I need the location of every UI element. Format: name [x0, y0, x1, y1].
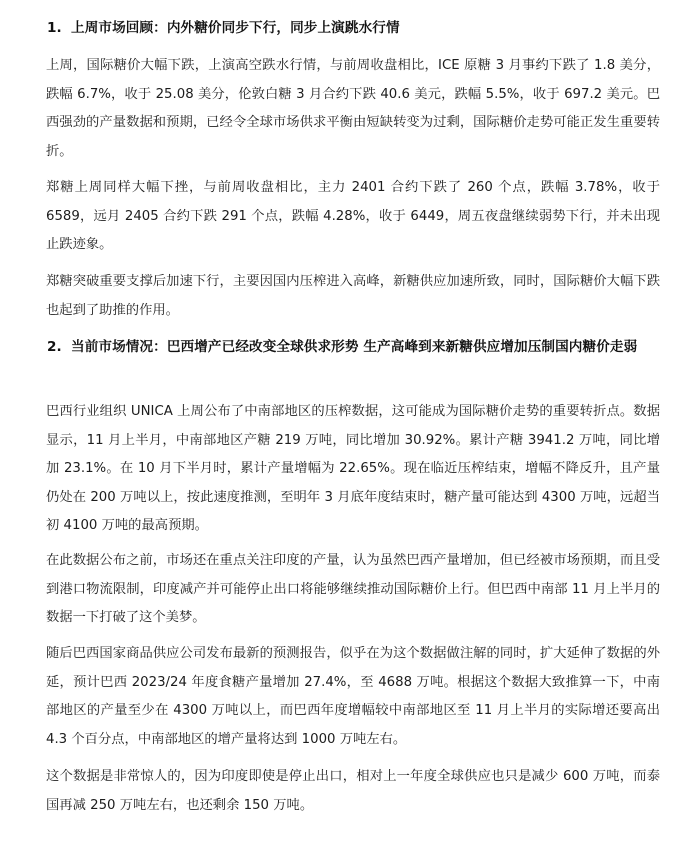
section-1-number: 1.: [47, 20, 62, 36]
paragraph-global-supply: 这个数据是非常惊人的，因为印度即使是停止出口，相对上一年度全球供应也只是减少 600 万吨，而泰国再减 250 万吨左右，也还剩余 150 万吨。: [46, 769, 660, 813]
section-1-heading: [47, 14, 672, 43]
paragraph-intl-sugar-review: 上周，国际糖价大幅下跌，上演高空跌水行情，与前周收盘相比，ICE 原糖 3 月事约下跌了 1.8 美分，跌幅 6.7%，收于 25.08 美分，伦敦白糖 3 月合约下跌 40.6 美元，跌幅 5.5%，收于 697.2 美元。巴西强劲的产量数据和预期，已经令全球市场供求平衡由短缺转变为过剩，国际糖价走势可能正发生重要转折。: [46, 58, 660, 159]
paragraph-zhengzhou-sugar-review: 郑糖上周同样大幅下挫，与前周收盘相比，主力 2401 合约下跌了 260 个点，跌幅 3.78%，收于 6589，远月 2405 合约下跌 291 个点，跌幅 4.28%，收于 6449，周五夜盘继续弱势下行，并未出现止跌迹象。: [46, 180, 660, 252]
paragraph-india-expectations: 在此数据公布之前，市场还在重点关注印度的产量，认为虽然巴西产量增加，但已经被市场预期，而且受到港口物流限制，印度减产并可能停止出口将能够继续推动国际糖价上行。但巴西中南部 11 月上半月的数据一下打破了这个美梦。: [46, 553, 660, 625]
section-1-title: 上周市场回顾：内外糖价同步下行，同步上演跳水行情: [71, 20, 400, 36]
section-2-title: 当前市场情况：巴西增产已经改变全球供求形势 生产高峰到来新糖供应增加压制国内糖价走弱: [71, 339, 638, 355]
paragraph-unica-data: 巴西行业组织 UNICA 上周公布了中南部地区的压榨数据，这可能成为国际糖价走势的重要转折点。数据显示，11 月上半月，中南部地区产糖 219 万吨，同比增加 30.92%。累计产糖 3941.2 万吨，同比增加 23.1%。在 10 月下半月时，累计产量增幅为 22.65%。现在临近压榨结束，增幅不降反升，且产量仍处在 200 万吨以上，按此速度推测，至明年 3 月底年度结束时，糖产量可能达到 4300 万吨，远超当初 4100 万吨的最高预期。: [46, 404, 660, 533]
section-2-number: 2.: [47, 339, 62, 355]
paragraph-zhengzhou-sugar-support: 郑糖突破重要支撑后加速下行，主要因国内压榨进入高峰，新糖供应加速所致，同时，国际糖价大幅下跌也起到了助推的作用。: [46, 274, 660, 318]
section-2-heading: [47, 333, 672, 362]
paragraph-conab-forecast: 随后巴西国家商品供应公司发布最新的预测报告，似乎在为这个数据做注解的同时，扩大延伸了数据的外延，预计巴西 2023/24 年度食糖产量增加 27.4%，至 4688 万吨。根据这个数据大致推算一下，中南部地区的产量至少在 4300 万吨以上，而巴西年度增幅较中南部地区至 11 月上半月的实际增还要高出 4.3 个百分点，中南部地区的增产量将达到 1000 万吨左右。: [46, 646, 660, 747]
